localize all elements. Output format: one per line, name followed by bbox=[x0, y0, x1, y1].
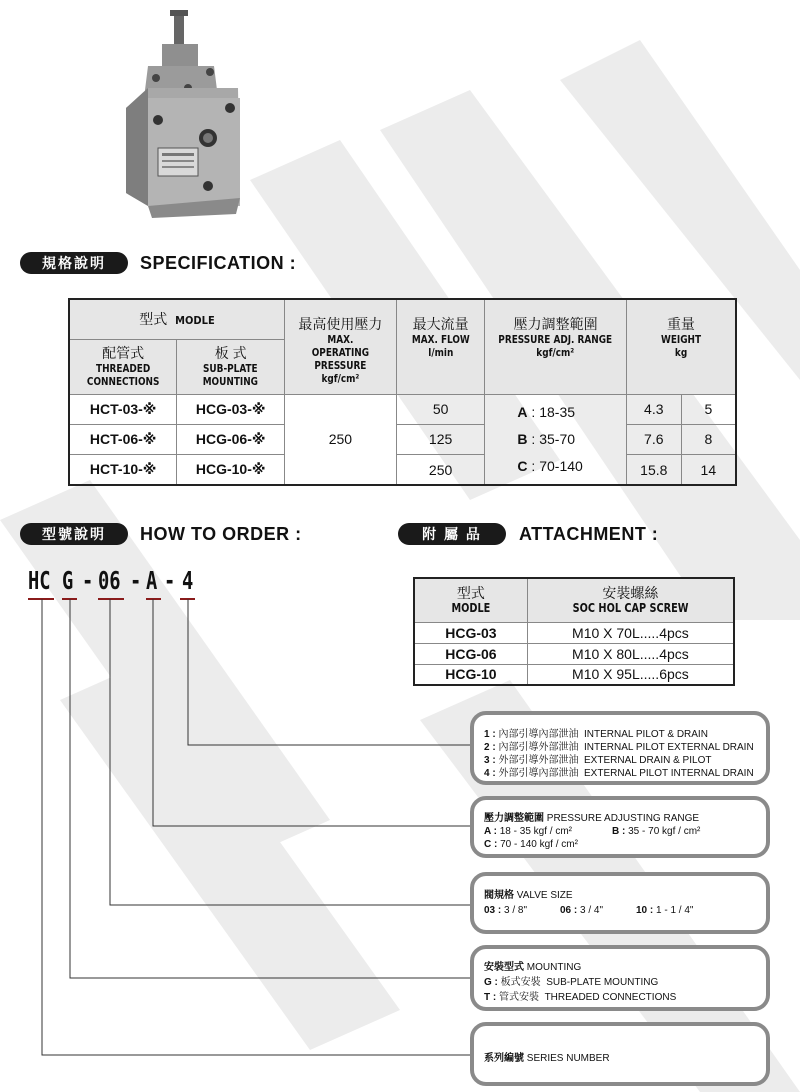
attachment-title: ATTACHMENT : bbox=[519, 524, 659, 544]
mounting-legend-box bbox=[470, 945, 770, 1011]
attachment-table bbox=[413, 577, 735, 686]
list-item: 1 : 內部引導內部泄油 INTERNAL PILOT & DRAIN bbox=[484, 729, 708, 740]
flow-header: 最大流量 MAX. FLOW l/min bbox=[396, 299, 485, 394]
range-values: A : 18-35 B : 35-70 C : 70-140 bbox=[485, 394, 626, 485]
code-mounting: G bbox=[62, 566, 74, 595]
table-row bbox=[69, 455, 736, 485]
threaded-header: 配管式 THREADED CONNECTIONS bbox=[69, 339, 177, 394]
list-item: 4 : 外部引導內部泄油 EXTERNAL PILOT INTERNAL DRAIN bbox=[484, 768, 754, 779]
weight-value: 5 bbox=[681, 394, 736, 424]
size-legend-box bbox=[470, 872, 770, 934]
code-size: 06 bbox=[98, 566, 121, 595]
code-dash: - bbox=[164, 566, 176, 595]
list-item: 3 : 外部引導外部泄油 EXTERNAL DRAIN & PILOT bbox=[484, 755, 712, 766]
code-pressure: A bbox=[146, 566, 158, 595]
order-title: HOW TO ORDER : bbox=[140, 524, 302, 544]
weight-value: 4.3 bbox=[626, 394, 681, 424]
list-item: 2 : 內部引導外部泄油 INTERNAL PILOT EXTERNAL DRAIN bbox=[484, 742, 754, 753]
list-item: 系列編號 SERIES NUMBER bbox=[484, 1053, 610, 1064]
attach-screw-header: 安裝螺絲 SOC HOL CAP SCREW bbox=[527, 578, 734, 622]
threaded-model: HCT-06-※ bbox=[69, 424, 177, 454]
subplate-model: HCG-03-※ bbox=[177, 394, 285, 424]
threaded-model: HCT-03-※ bbox=[69, 394, 177, 424]
attachment-badge: 附 屬 品 bbox=[398, 523, 506, 545]
attach-screw: M10 X 80L.....4pcs bbox=[527, 643, 734, 664]
flow-value: 50 bbox=[396, 394, 485, 424]
attach-screw: M10 X 70L.....4pcs bbox=[527, 622, 734, 643]
attach-model: HCG-03 bbox=[414, 622, 527, 643]
range-header: 壓力調整範圍 PRESSURE ADJ. RANGE kgf/cm² bbox=[485, 299, 626, 394]
list-item: 壓力調整範圍 PRESSURE ADJUSTING RANGE bbox=[484, 813, 700, 824]
order-badge: 型號說明 bbox=[20, 523, 128, 545]
order-connector-lines bbox=[0, 590, 480, 1070]
flow-value: 125 bbox=[396, 424, 485, 454]
list-item: G : 板式安裝 SUB-PLATE MOUNTING bbox=[484, 977, 659, 988]
attach-model: HCG-06 bbox=[414, 643, 527, 664]
max-pressure-value: 250 bbox=[285, 394, 397, 485]
table-row bbox=[69, 394, 736, 424]
specification-table bbox=[68, 298, 737, 486]
pressure-legend-box bbox=[470, 796, 770, 858]
list-item: C : 70 - 140 kgf / cm² bbox=[484, 839, 578, 850]
list-item: 03 : 3 / 8" 06 : 3 / 4" 10 : 1 - 1 / 4" bbox=[484, 905, 694, 916]
drain-legend-box bbox=[470, 711, 770, 785]
attach-screw: M10 X 95L.....6pcs bbox=[527, 664, 734, 685]
subplate-header: 板 式 SUB-PLATE MOUNTING bbox=[177, 339, 285, 394]
series-legend-box bbox=[470, 1022, 770, 1086]
spec-badge: 規格說明 bbox=[20, 252, 128, 274]
table-row bbox=[414, 643, 734, 664]
model-header: 型式 MODLE bbox=[69, 299, 285, 339]
subplate-model: HCG-06-※ bbox=[177, 424, 285, 454]
valve-product-image bbox=[118, 8, 248, 220]
pressure-header: 最高使用壓力 MAX. OPERATING PRESSURE kgf/cm² bbox=[285, 299, 397, 394]
attach-model-header: 型式 MODLE bbox=[414, 578, 527, 622]
table-row bbox=[414, 622, 734, 643]
code-drain: 4 bbox=[182, 566, 194, 595]
weight-value: 7.6 bbox=[626, 424, 681, 454]
weight-value: 14 bbox=[681, 455, 736, 485]
list-item: T : 管式安裝 THREADED CONNECTIONS bbox=[484, 992, 677, 1003]
weight-value: 15.8 bbox=[626, 455, 681, 485]
attach-model: HCG-10 bbox=[414, 664, 527, 685]
code-dash: - bbox=[82, 566, 94, 595]
code-dash: - bbox=[130, 566, 142, 595]
table-row bbox=[69, 424, 736, 454]
code-series: HC bbox=[28, 566, 51, 595]
flow-value: 250 bbox=[396, 455, 485, 485]
threaded-model: HCT-10-※ bbox=[69, 455, 177, 485]
list-item: 安裝型式 MOUNTING bbox=[484, 962, 582, 973]
weight-value: 8 bbox=[681, 424, 736, 454]
spec-title: SPECIFICATION : bbox=[140, 253, 297, 273]
list-item: 閥規格 VALVE SIZE bbox=[484, 890, 573, 901]
subplate-model: HCG-10-※ bbox=[177, 455, 285, 485]
table-row bbox=[414, 664, 734, 685]
weight-header: 重量 WEIGHT kg bbox=[626, 299, 736, 394]
list-item: A : 18 - 35 kgf / cm² B : 35 - 70 kgf / cm² bbox=[484, 826, 701, 837]
